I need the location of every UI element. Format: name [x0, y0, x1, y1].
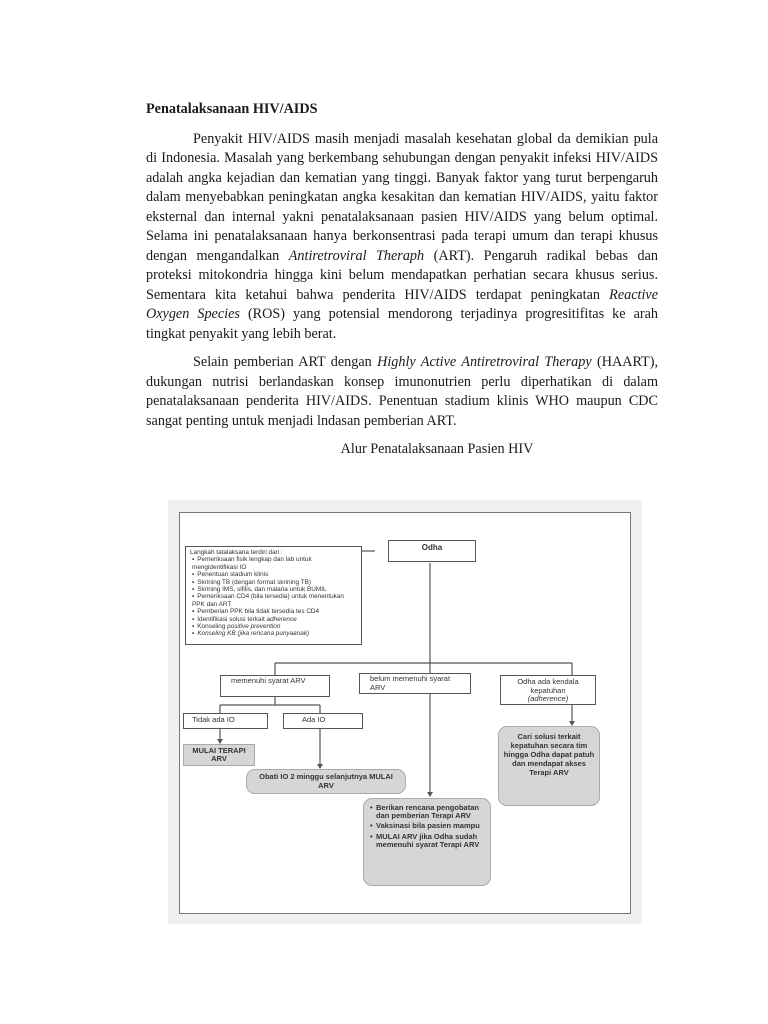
step-item: ▪ Pemeriksaan fisik lengkap dan lab untuk mengidentifikasi IO: [192, 556, 357, 571]
document-body: [146, 100, 658, 460]
belum-memenuhi-box: belum memenuhi syarat ARV: [359, 673, 471, 694]
action-item: • Vaksinasi bila pasien mampu: [376, 822, 486, 830]
figure-caption: Alur Penatalaksanaan Pasien HIV: [340, 441, 534, 457]
step-item: ▪ Skrining IMS, sifilis, dan malaria untuk BUMIL: [192, 586, 357, 593]
actions-box: [363, 798, 491, 886]
cari-solusi-box: Cari solusi terkait kepatuhan secara tim hingga Odha dapat patuh dan mendapat akses Terapi ARV: [498, 726, 600, 806]
action-item: • MULAI ARV jika Odha sudah memenuhi syarat Terapi ARV: [376, 833, 486, 849]
steps-title: Langkah tatalaksana terdiri dari :: [190, 549, 283, 556]
kendala-kepatuhan-box: Odha ada kendala kepatuhan (adherence): [500, 675, 596, 705]
step-item: ▪ Konseling positive prevention: [192, 623, 357, 630]
odha-box: Odha: [388, 540, 476, 562]
paragraph-2: Selain pemberian ART dengan Highly Active Antiretroviral Therapy (HAART), dukungan nutrisi berlandaskan konsep imunonutrien perlu diperhatikan di dalam penatalaksanaan penderita HIV/AIDS. Penentuan stadium klinis WHO maupun CDC sangat penting untuk menjadi lndasan pemberian ART.: [146, 354, 658, 429]
step-item: ▪ Pemeriksaan CD4 (bila tersedia) untuk menentukan PPK dan ART: [192, 593, 357, 608]
steps-list: [190, 556, 357, 637]
section-heading: Penatalaksanaan HIV/AIDS: [146, 101, 318, 117]
action-item: • Berikan rencana pengobatan dan pemberian Terapi ARV: [376, 804, 486, 820]
obati-io-box: Obati IO 2 minggu selanjutnya MULAI ARV: [246, 769, 406, 794]
tidak-ada-io-box: Tidak ada IO: [183, 713, 268, 729]
memenuhi-syarat-box: memenuhi syarat ARV: [220, 675, 330, 697]
ada-io-box: Ada IO: [283, 713, 363, 729]
step-item: ▪ Skrining TB (dengan format skrining TB): [192, 579, 357, 586]
step-item: ▪ Konseling KB (jika rencana punyaanak): [192, 630, 357, 637]
mulai-terapi-box: MULAI TERAPI ARV: [183, 744, 255, 766]
step-item: ▪ Penentuan stadium klinis: [192, 571, 357, 578]
actions-list: [368, 804, 486, 849]
flowchart-figure: [168, 500, 642, 924]
flowchart-frame: [179, 512, 631, 914]
steps-box: [185, 546, 362, 645]
step-item: ▪ Identifikasi solusi terkait adherence: [192, 616, 357, 623]
step-item: ▪ Pemberian PPK bila tidak tersedia tes CD4: [192, 608, 357, 615]
paragraph-1: Penyakit HIV/AIDS masih menjadi masalah kesehatan global da demikian pula di Indonesia. Masalah yang berkembang sehubungan dengan penyakit infeksi HIV/AIDS adalah angka kejadian dan kematian yang tinggi. Banyak faktor yang turut berpengaruh dalam menyebabkan peningkatan angka kesakitan dan kematian HIV/AIDS, yaitu faktor eksternal dan internal yakni penatalaksanaan pasien HIV/AIDS yang belum optimal. Selama ini penatalaksanaan hanya berkonsentrasi pada terapi umum dan terapi khusus dengan mengandalkan Antiretroviral Theraph (ART). Pengaruh radikal bebas dan proteksi mitokondria hingga kini belum mendapatkan perhatian secara khusus serius. Sementara kita ketahui bahwa penderita HIV/AIDS terdapat peningkatan Reactive Oxygen Species (ROS) yang potensial mendorong terjadinya progresitifitas ke arah tingkat penyakit yang lebih berat.: [146, 130, 659, 342]
